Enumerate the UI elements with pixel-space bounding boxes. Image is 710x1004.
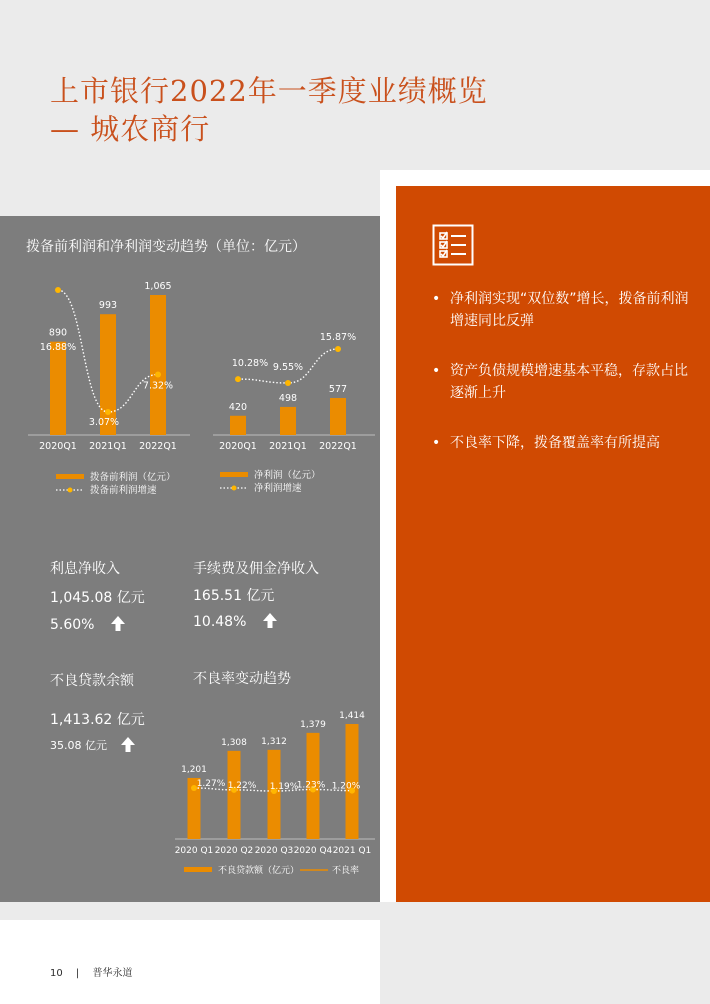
growth-point-3: [335, 346, 341, 352]
legend-bar-label: 拨备前利润（亿元）: [90, 472, 176, 483]
bar-value-label: 1,201: [181, 764, 207, 775]
x-tick-label: 2021Q1: [89, 441, 127, 452]
npl-balance-value: 1,413.62 亿元: [50, 712, 145, 728]
growth-value-label: 1.22%: [227, 780, 257, 791]
growth-value-label: 1.27%: [196, 779, 226, 789]
legend-line-marker: [68, 488, 73, 493]
growth-value-label: 1.20%: [331, 781, 361, 792]
growth-value-label: 1.19%: [269, 782, 299, 792]
legend-bar-label: 净利润（亿元）: [254, 470, 321, 481]
growth-value-label: 10.28%: [231, 358, 269, 370]
key-points-list: [432, 288, 692, 482]
bar-value-label: 1,312: [261, 736, 287, 747]
bar-value-label: 1,414: [339, 711, 365, 721]
bar-value-label: 1,065: [144, 281, 172, 292]
bar-value-label: 1,308: [221, 737, 247, 748]
bar-value-label: 993: [98, 300, 118, 312]
bar-value-label: 420: [228, 401, 248, 413]
x-tick-label: 2020 Q4: [293, 846, 333, 856]
x-tick-label: 2022Q1: [319, 441, 357, 452]
x-tick-label: 2021 Q1: [332, 846, 372, 856]
bar-3: [268, 750, 281, 839]
growth-value-label: 7.32%: [142, 380, 174, 392]
pre-provision-profit-chart: [0, 270, 200, 510]
growth-point-2: [105, 409, 111, 415]
x-tick-label: 2020 Q3: [254, 846, 294, 856]
legend-line-label: 净利润增速: [254, 483, 302, 494]
legend-line-label: 不良率: [332, 866, 360, 876]
key-point-2-text: 资产负债规模增速基本平稳，存款占比逐渐上升: [450, 363, 688, 401]
x-tick-label: 2020Q1: [39, 441, 77, 452]
footer-brand: 普华永道: [92, 968, 133, 979]
arrow-up-icon: [121, 737, 135, 752]
bullet-dot-icon: •: [432, 363, 441, 379]
x-tick-label: 2020Q1: [219, 441, 257, 452]
net-profit-chart: [205, 270, 380, 510]
fee-income-growth-text: 10.48%: [193, 614, 247, 630]
growth-point-1: [55, 287, 61, 293]
growth-point-3: [155, 371, 161, 377]
npl-balance-label: 不良贷款余额: [50, 673, 134, 689]
page-footer: [50, 964, 132, 979]
npl-trend-title: 不良率变动趋势: [193, 671, 291, 687]
x-tick-label: 2020 Q1: [174, 846, 214, 856]
fee-income-label: 手续费及佣金净收入: [193, 561, 319, 577]
x-tick-label: 2022Q1: [139, 441, 177, 452]
footer-band-right: [396, 920, 710, 1004]
growth-value-label: 15.87%: [319, 332, 357, 343]
page-title: [50, 72, 488, 148]
legend-line-marker: [232, 486, 237, 491]
bar-value-label: 890: [48, 327, 68, 339]
key-point-1: [432, 288, 692, 332]
bar-value-label: 1,379: [300, 719, 326, 730]
fee-income-value: 165.51 亿元: [193, 588, 275, 604]
legend-line-label: 拨备前利润增速: [90, 485, 157, 496]
legend-bar-swatch: [184, 867, 212, 872]
npl-balance-growth: [50, 737, 135, 753]
arrow-up-icon: [263, 613, 277, 628]
bar-value-label: 577: [328, 384, 348, 395]
bar-value-label: 498: [278, 392, 298, 404]
bar-1: [50, 342, 66, 435]
key-point-3-text: 不良率下降，拨备覆盖率有所提高: [450, 435, 660, 451]
bar-2: [280, 407, 296, 435]
bar-3: [150, 295, 166, 435]
growth-point-2: [285, 380, 291, 386]
interest-income-growth: [50, 616, 125, 633]
page-number: 10: [50, 968, 63, 979]
fee-income-growth: [193, 613, 277, 630]
bar-1: [230, 416, 246, 435]
interest-income-value: 1,045.08 亿元: [50, 590, 145, 606]
legend-bar-swatch: [56, 474, 84, 479]
interest-income-growth-text: 5.60%: [50, 617, 95, 633]
growth-value-label: 9.55%: [272, 362, 304, 373]
interest-income-label: 利息净收入: [50, 561, 120, 577]
footer-band: [0, 920, 380, 1004]
bar-2: [228, 751, 241, 839]
page-title-line2: — 城农商行: [50, 112, 211, 146]
growth-value-label: 16.88%: [39, 342, 77, 353]
page-title-line1: 上市银行2022年一季度业绩概览: [50, 74, 488, 108]
growth-point-1: [235, 376, 241, 382]
key-point-1-text: 净利润实现“双位数”增长，拨备前利润增速同比反弹: [450, 291, 689, 329]
npl-balance-growth-text: 35.08 亿元: [50, 739, 107, 752]
growth-value-label: 1.23%: [296, 780, 326, 791]
bullet-dot-icon: •: [432, 291, 441, 307]
bar-3: [330, 398, 346, 435]
chart-section-title: 拨备前利润和净利润变动趋势（单位：亿元）: [26, 239, 306, 255]
key-point-2: [432, 360, 692, 404]
x-tick-label: 2020 Q2: [214, 846, 254, 856]
growth-value-label: 3.07%: [88, 417, 120, 428]
key-point-3: [432, 432, 692, 454]
npl-trend-chart: [170, 700, 380, 885]
checklist-icon: [432, 224, 474, 266]
legend-bar-swatch: [220, 472, 248, 477]
legend-bar-label: 不良贷款额（亿元）: [218, 866, 300, 876]
x-tick-label: 2021Q1: [269, 441, 307, 452]
footer-separator: |: [75, 968, 80, 979]
bullet-dot-icon: •: [432, 435, 441, 451]
arrow-up-icon: [111, 616, 125, 631]
